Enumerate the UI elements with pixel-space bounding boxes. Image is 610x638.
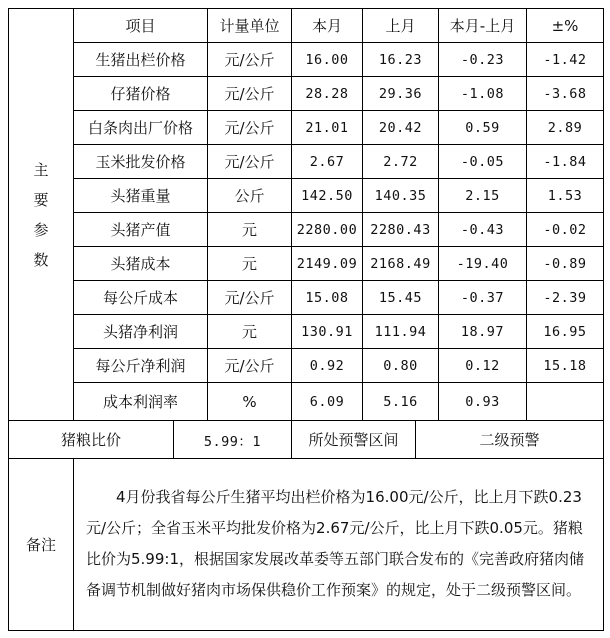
diff-cell: 0.93: [439, 383, 527, 421]
diff-cell: 0.59: [439, 111, 527, 145]
diff-cell: -1.08: [439, 77, 527, 111]
unit-cell: 元/公斤: [208, 281, 292, 315]
this-month-cell: 130.91: [292, 315, 363, 349]
header-unit: 计量单位: [208, 9, 292, 43]
this-month-cell: 15.08: [292, 281, 363, 315]
unit-cell: %: [208, 383, 292, 421]
item-cell: 仔猪价格: [74, 77, 208, 111]
this-month-cell: 0.92: [292, 349, 363, 383]
header-last-month: 上月: [363, 9, 439, 43]
pct-cell: 16.95: [527, 315, 604, 349]
table-row: [9, 315, 604, 349]
this-month-cell: 28.28: [292, 77, 363, 111]
pct-cell: -0.89: [527, 247, 604, 281]
item-cell: 每公斤成本: [74, 281, 208, 315]
header-this-month: 本月: [292, 9, 363, 43]
table-row: [9, 349, 604, 383]
note-row: [9, 459, 604, 631]
table-row: [9, 247, 604, 281]
pct-cell: -1.84: [527, 145, 604, 179]
last-month-cell: 5.16: [363, 383, 439, 421]
pig-price-table: [8, 8, 604, 421]
note-text: 4月份我省每公斤生猪平均出栏价格为16.00元/公斤，比上月下跌0.23元/公斤；全省玉米平均批发价格为2.67元/公斤，比上月下跌0.05元。猪粮比价为5.99:1，根据国家发展改革委等五部门联合发布的《完善政府猪肉储备调节机制做好猪肉市场保供稳价工作预案》的规定，处于二级预警区间。: [74, 459, 604, 631]
table-row: [9, 77, 604, 111]
unit-cell: 元/公斤: [208, 43, 292, 77]
note-table: [8, 458, 604, 631]
last-month-cell: 29.36: [363, 77, 439, 111]
last-month-cell: 111.94: [363, 315, 439, 349]
ratio-value: 5.99：1: [174, 421, 292, 459]
table-row: [9, 111, 604, 145]
group-label-char: 主: [33, 160, 49, 179]
pct-cell: -3.68: [527, 77, 604, 111]
pct-cell: 2.89: [527, 111, 604, 145]
this-month-cell: 2149.09: [292, 247, 363, 281]
unit-cell: 公斤: [208, 179, 292, 213]
group-label-cell: [9, 9, 74, 421]
unit-cell: 元: [208, 213, 292, 247]
last-month-cell: 140.35: [363, 179, 439, 213]
table-row: [9, 145, 604, 179]
last-month-cell: 2.72: [363, 145, 439, 179]
item-cell: 头猪重量: [74, 179, 208, 213]
diff-cell: -0.23: [439, 43, 527, 77]
this-month-cell: 21.01: [292, 111, 363, 145]
last-month-cell: 16.23: [363, 43, 439, 77]
diff-cell: -0.37: [439, 281, 527, 315]
this-month-cell: 142.50: [292, 179, 363, 213]
item-cell: 白条肉出厂价格: [74, 111, 208, 145]
ratio-label: 猪粮比价: [9, 421, 174, 459]
warning-zone-value: 二级预警: [416, 421, 604, 459]
last-month-cell: 0.80: [363, 349, 439, 383]
this-month-cell: 2.67: [292, 145, 363, 179]
item-cell: 生猪出栏价格: [74, 43, 208, 77]
diff-cell: 2.15: [439, 179, 527, 213]
header-item: 项目: [74, 9, 208, 43]
ratio-row: [9, 421, 604, 459]
unit-cell: 元/公斤: [208, 145, 292, 179]
unit-cell: 元: [208, 315, 292, 349]
ratio-table: [8, 420, 604, 459]
item-cell: 每公斤净利润: [74, 349, 208, 383]
pct-cell: -1.42: [527, 43, 604, 77]
note-label: 备注: [9, 459, 74, 631]
warning-zone-label: 所处预警区间: [292, 421, 416, 459]
unit-cell: 元/公斤: [208, 77, 292, 111]
item-cell: 成本利润率: [74, 383, 208, 421]
table-row: [9, 281, 604, 315]
pct-cell: 15.18: [527, 349, 604, 383]
diff-cell: 0.12: [439, 349, 527, 383]
pct-cell: -0.02: [527, 213, 604, 247]
header-pct: ±%: [527, 9, 604, 43]
last-month-cell: 2168.49: [363, 247, 439, 281]
item-cell: 头猪净利润: [74, 315, 208, 349]
group-label-char: 参: [33, 220, 49, 239]
pct-cell: [527, 383, 604, 421]
unit-cell: 元/公斤: [208, 111, 292, 145]
pct-cell: -2.39: [527, 281, 604, 315]
table-row: [9, 43, 604, 77]
header-row: [9, 9, 604, 43]
group-label-char: 数: [33, 250, 49, 269]
pct-cell: 1.53: [527, 179, 604, 213]
header-diff: 本月-上月: [439, 9, 527, 43]
diff-cell: -0.05: [439, 145, 527, 179]
diff-cell: -0.43: [439, 213, 527, 247]
this-month-cell: 16.00: [292, 43, 363, 77]
item-cell: 玉米批发价格: [74, 145, 208, 179]
last-month-cell: 15.45: [363, 281, 439, 315]
item-cell: 头猪产值: [74, 213, 208, 247]
this-month-cell: 2280.00: [292, 213, 363, 247]
unit-cell: 元: [208, 247, 292, 281]
unit-cell: 元/公斤: [208, 349, 292, 383]
table-row: [9, 179, 604, 213]
diff-cell: 18.97: [439, 315, 527, 349]
item-cell: 头猪成本: [74, 247, 208, 281]
diff-cell: -19.40: [439, 247, 527, 281]
this-month-cell: 6.09: [292, 383, 363, 421]
group-label-char: 要: [33, 190, 49, 209]
table-row: [9, 383, 604, 421]
last-month-cell: 2280.43: [363, 213, 439, 247]
last-month-cell: 20.42: [363, 111, 439, 145]
table-row: [9, 213, 604, 247]
